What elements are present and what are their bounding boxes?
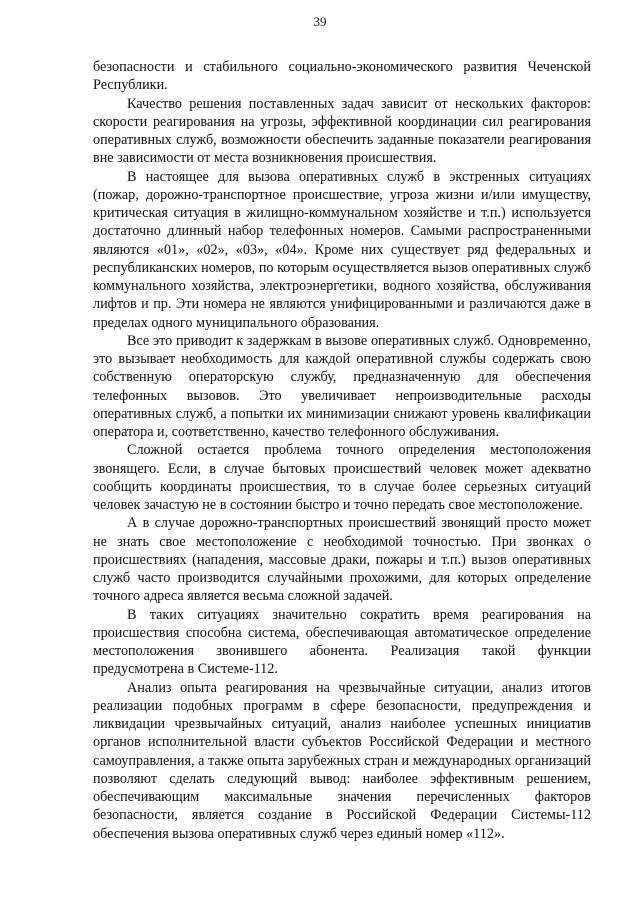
paragraph: Качество решения поставленных задач зависит от нескольких факторов: скорости реагирования на угрозы, эффективной координации сил реагирования оперативных служб, возможности обеспечить заданные показатели реагирования вне зависимости от места возникновения происшествия. [93, 95, 591, 167]
document-body [93, 58, 591, 843]
paragraph: В таких ситуациях значительно сократить время реагирования на происшествия способна система, обеспечивающая автоматическое определение местоположения звонившего абонента. Реализация такой функции предусмотрена в Системе-112. [93, 606, 591, 678]
paragraph: Все это приводит к задержкам в вызове оперативных служб. Одновременно, это вызывает необходимость для каждой оперативной службы содержать свою собственную операторскую службу, предназначенную для обеспечения телефонных вызовов. Это увеличивает непроизводительные расходы оперативных служб, а попытки их минимизации снижают уровень квалификации оператора и, соответственно, качество телефонного обслуживания. [93, 332, 591, 440]
page-number: 39 [313, 14, 327, 29]
paragraph-continuation: безопасности и стабильного социально-экономического развития Чеченской Республики. [93, 59, 591, 94]
paragraph: Сложной остается проблема точного определения местоположения звонящего. Если, в случае бытовых происшествий человек может адекватно сообщить координаты происшествия, то в случае более серьезных ситуаций человек зачастую не в состоянии быстро и точно передать свое местоположение. [93, 442, 591, 513]
paragraph: Анализ опыта реагирования на чрезвычайные ситуации, анализ итогов реализации подобных программ в сфере безопасности, предупреждения и ликвидации чрезвычайных ситуаций, анализ наиболее успешных инициатив органов исполнительной власти субъектов Российской Федерации и местного самоуправления, а также опыта зарубежных стран и международных организаций позволяют сделать следующий вывод: наиболее эффективным решением, обеспечивающим максимальные значения перечисленных факторов безопасности, является создание в Российской Федерации Системы-112 обеспечения вызова оперативных служб через единый номер «112». [93, 679, 591, 842]
paragraph: А в случае дорожно-транспортных происшествий звонящий просто может не знать свое местоположение с необходимой точностью. При звонках о происшествиях (нападения, массовые драки, пожары и т.п.) вызов оперативных служб часто производится случайными прохожими, для которых определение точного адреса является весьма сложной задачей. [93, 515, 591, 605]
paragraph: В настоящее для вызова оперативных служб в экстренных ситуациях (пожар, дорожно-транспортное происшествие, угроза жизни и/или имуществу, критическая ситуация в жилищно-коммунальном хозяйстве и т.п.) используется достаточно длинный набор телефонных номеров. Самыми распространенными являются «01», «02», «03», «04». Кроме них существует ряд федеральных и республиканских номеров, по которым осуществляется вызов оперативных служб коммунального хозяйства, электроэнергетики, водного хозяйства, обслуживания лифтов и пр. Эти номера не являются унифицированными и различаются даже в пределах одного муниципального образования. [93, 168, 591, 331]
